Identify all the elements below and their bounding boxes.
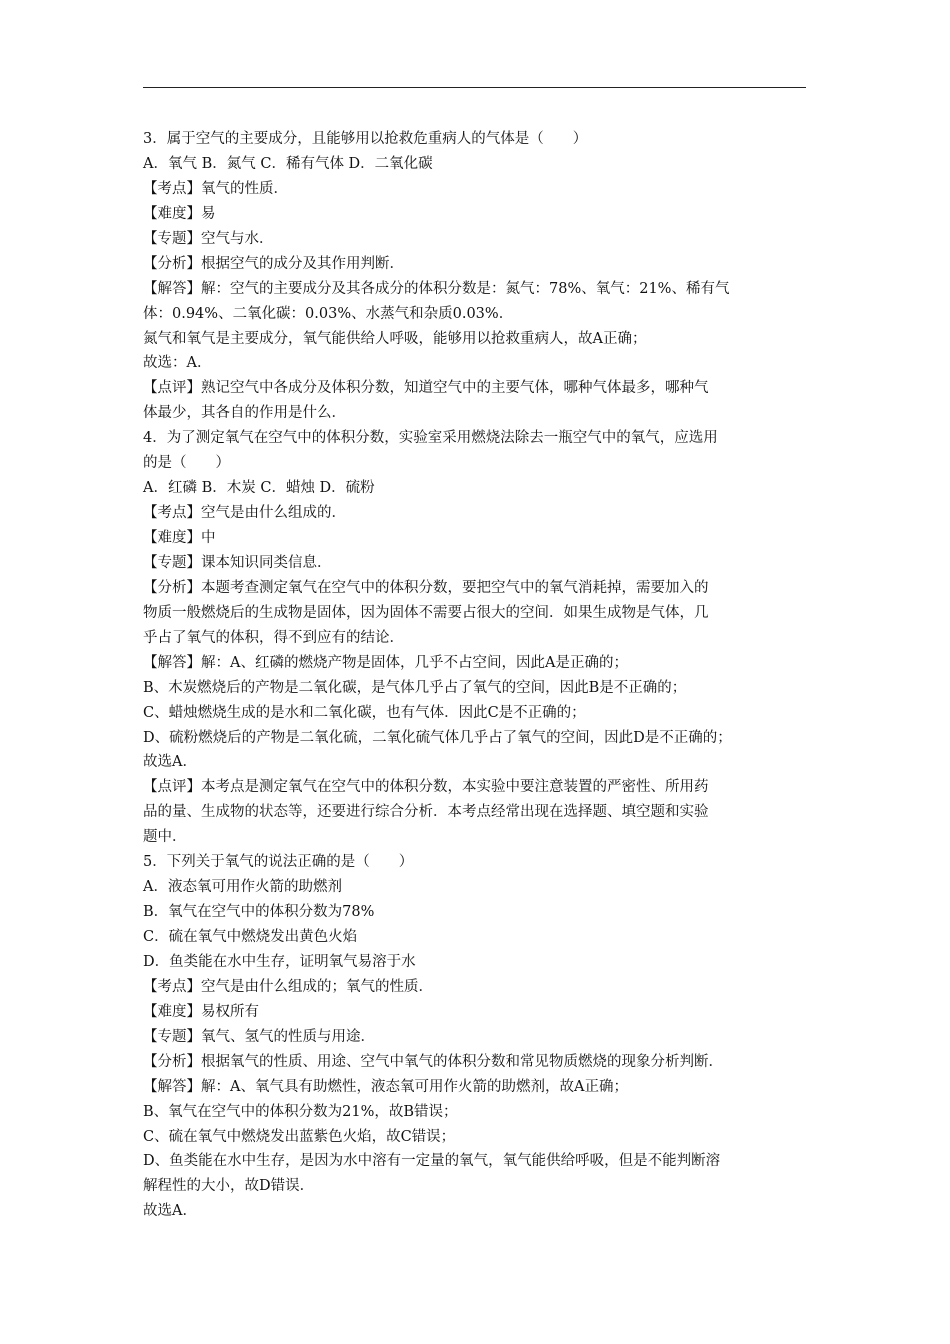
text-line: B．氧气在空气中的体积分数为78% bbox=[143, 904, 375, 921]
text-line: C．硫在氧气中燃烧发出黄色火焰 bbox=[143, 929, 358, 945]
text-line: 的是（ ） bbox=[143, 455, 230, 472]
text-line: C、蜡烛燃烧生成的是水和二氧化碳，也有气体．因此C是不正确的； bbox=[143, 704, 586, 721]
text-line: 【专题】课本知识同类信息． bbox=[143, 554, 332, 571]
text-line: A．液态氧可用作火箭的助燃剂 bbox=[143, 879, 342, 896]
text-line: 3．属于空气的主要成分，且能够用以抢救危重病人的气体是（ ） bbox=[143, 131, 588, 147]
text-line: 故选A． bbox=[143, 1203, 197, 1220]
text-line: A．氧气 B．氮气 C．稀有气体 D．二氧化碳 bbox=[143, 155, 433, 172]
text-line: 【点评】熟记空气中各成分及体积分数，知道空气中的主要气体，哪种气体最多，哪种气 bbox=[143, 380, 709, 397]
text-line: 故选A． bbox=[143, 754, 197, 771]
document-body bbox=[143, 127, 823, 1224]
text-line: B、氧气在空气中的体积分数为21%，故B错误； bbox=[143, 1103, 458, 1120]
text-line: A．红磷 B．木炭 C．蜡烛 D．硫粉 bbox=[143, 480, 375, 497]
text-line: 体：0.94%、二氧化碳：0.03%、水蒸气和杂质0.03%． bbox=[143, 305, 514, 322]
text-line: 【考点】氧气的性质． bbox=[143, 180, 288, 197]
text-line: 4．为了测定氧气在空气中的体积分数，实验室采用燃烧法除去一瓶空气中的氧气，应选用 bbox=[143, 430, 718, 447]
text-line: 故选：A． bbox=[143, 355, 212, 372]
text-line: B、木炭燃烧后的产物是二氧化碳，是气体几乎占了氧气的空间，因此B是不正确的； bbox=[143, 679, 687, 696]
text-line: 5．下列关于氧气的说法正确的是（ ） bbox=[143, 854, 414, 871]
text-line: D、鱼类能在水中生存，是因为水中溶有一定量的氧气，氧气能供给呼吸，但是不能判断溶 bbox=[143, 1153, 721, 1170]
text-line: 【分析】根据氧气的性质、用途、空气中氧气的体积分数和常见物质燃烧的现象分析判断． bbox=[143, 1053, 723, 1070]
text-line: 【点评】本考点是测定氧气在空气中的体积分数，本实验中要注意装置的严密性、所用药 bbox=[143, 779, 709, 796]
text-line: 解程性的大小，故D错误． bbox=[143, 1178, 315, 1195]
text-line: 体最少，其各自的作用是什么． bbox=[143, 405, 346, 422]
text-line: C、硫在氧气中燃烧发出蓝紫色火焰，故C错误； bbox=[143, 1128, 456, 1145]
text-line: 【难度】易权所有 bbox=[143, 1003, 259, 1020]
text-line: 乎占了氧气的体积，得不到应有的结论． bbox=[143, 629, 404, 646]
text-line: 【难度】易 bbox=[143, 205, 216, 222]
header-rule bbox=[143, 87, 806, 88]
text-line: 题中． bbox=[143, 829, 187, 846]
text-line: D．鱼类能在水中生存，证明氧气易溶于水 bbox=[143, 953, 416, 970]
text-line: D、硫粉燃烧后的产物是二氧化硫，二氧化硫气体几乎占了氧气的空间，因此D是不正确的； bbox=[143, 729, 732, 746]
text-line: 【专题】空气与水． bbox=[143, 230, 274, 247]
text-line: 【解答】解：A、氧气具有助燃性，液态氧可用作火箭的助燃剂，故A正确； bbox=[143, 1078, 628, 1095]
text-line: 【专题】氧气、氢气的性质与用途． bbox=[143, 1028, 375, 1045]
text-line: 【分析】本题考查测定氧气在空气中的体积分数，要把空气中的氧气消耗掉，需要加入的 bbox=[143, 579, 709, 596]
text-line: 氮气和氧气是主要成分，氧气能供给人呼吸，能够用以抢救重病人，故A正确； bbox=[143, 330, 647, 347]
text-line: 【解答】解：空气的主要成分及其各成分的体积分数是：氮气：78%、氧气：21%、稀有气 bbox=[143, 280, 730, 297]
text-line: 【分析】根据空气的成分及其作用判断． bbox=[143, 255, 404, 272]
text-line: 【考点】空气是由什么组成的． bbox=[143, 505, 346, 522]
text-line: 【难度】中 bbox=[143, 530, 216, 546]
text-line: 【解答】解：A、红磷的燃烧产物是固体，几乎不占空间，因此A是正确的； bbox=[143, 654, 628, 671]
text-line: 品的量、生成物的状态等，还要进行综合分析．本考点经常出现在选择题、填空题和实验 bbox=[143, 804, 709, 821]
text-line: 【考点】空气是由什么组成的；氧气的性质． bbox=[143, 978, 433, 995]
text-line: 物质一般燃烧后的生成物是固体，因为固体不需要占很大的空间．如果生成物是气体，几 bbox=[143, 604, 709, 621]
